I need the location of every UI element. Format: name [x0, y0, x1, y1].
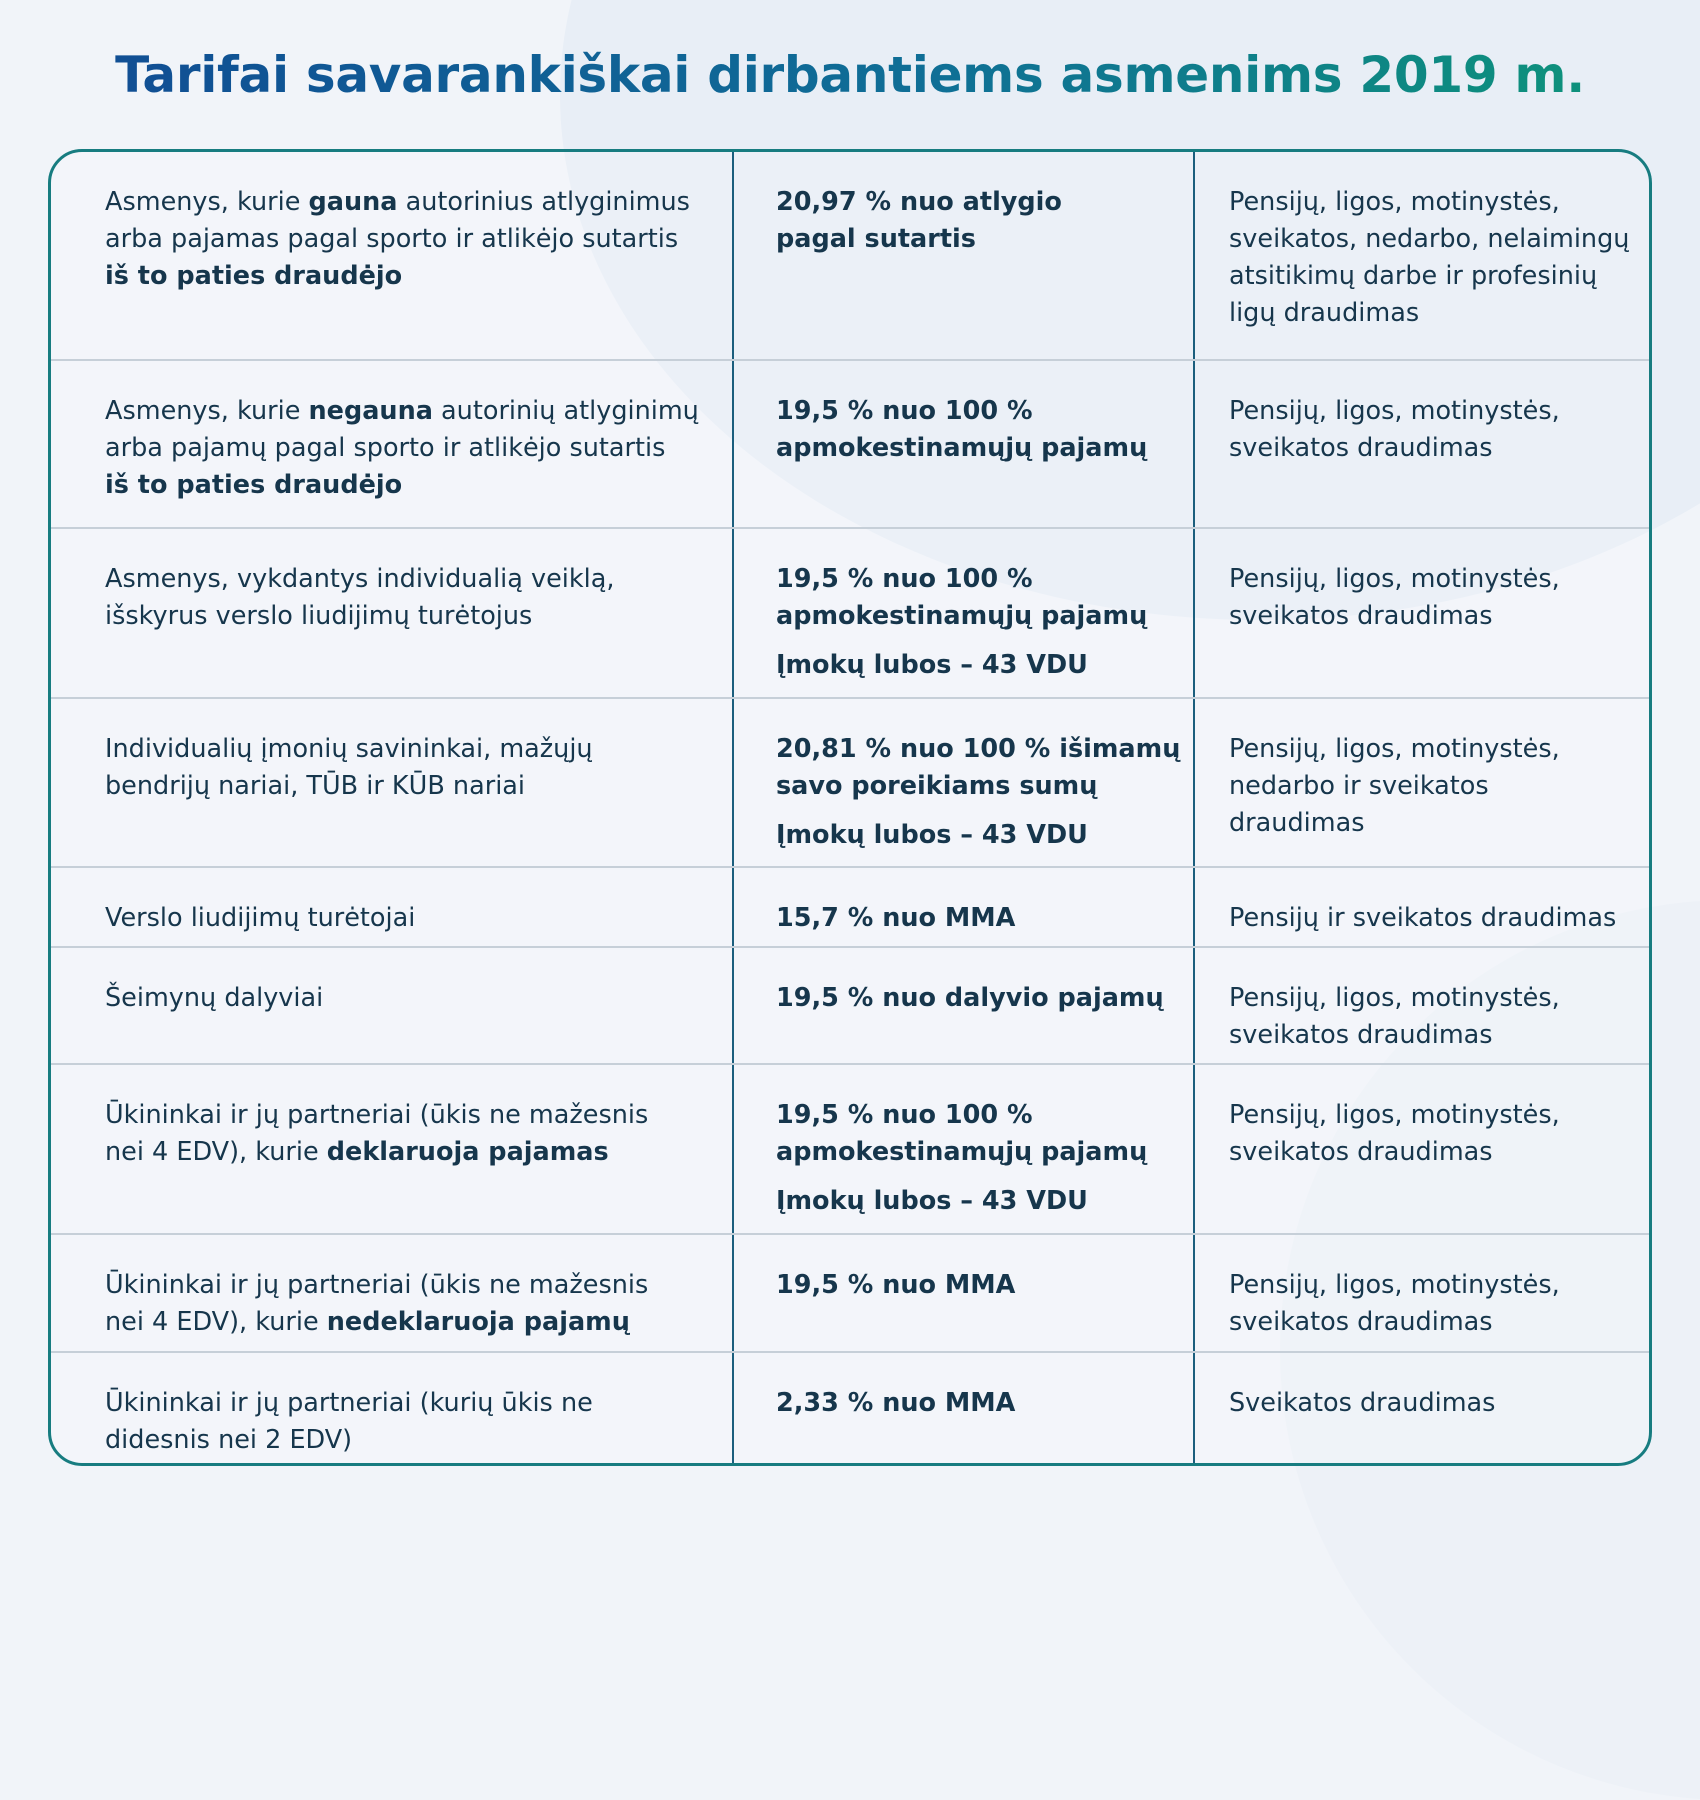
table-row — [51, 152, 1649, 361]
rate-cell — [776, 393, 1226, 467]
category-text: bendrijų nariai, TŪB ir KŪB nariai — [105, 771, 525, 801]
category-line — [105, 430, 735, 467]
contribution-ceiling: Įmokų lubos – 43 VDU — [776, 650, 1088, 680]
rate-line: 20,81 % nuo 100 % išimamų — [776, 734, 1181, 764]
category-line — [105, 1097, 735, 1134]
insurance-line: Sveikatos draudimas — [1229, 1388, 1496, 1418]
category-line — [105, 731, 735, 768]
insurance-line: Pensijų, ligos, motinystės, — [1229, 734, 1560, 764]
insurance-line: Pensijų, ligos, motinystės, — [1229, 396, 1560, 426]
category-line — [105, 1385, 735, 1422]
category-text: Ūkininkai ir jų partneriai (kurių ūkis ne — [105, 1388, 593, 1418]
insurance-line: sveikatos draudimas — [1229, 1020, 1493, 1050]
contribution-ceiling: Įmokų lubos – 43 VDU — [776, 820, 1088, 850]
category-line — [105, 900, 735, 937]
insurance-line: sveikatos draudimas — [1229, 433, 1493, 463]
rate-cell — [776, 1267, 1226, 1304]
insurance-line: sveikatos, nedarbo, nelaimingų — [1229, 224, 1630, 254]
category-line — [105, 1304, 735, 1341]
category-text: Individualių įmonių savininkai, mažųjų — [105, 734, 593, 764]
insurance-line: sveikatos draudimas — [1229, 1307, 1493, 1337]
category-line — [105, 980, 735, 1017]
category-emphasis: gauna — [308, 187, 398, 217]
insurance-line: nedarbo ir sveikatos — [1229, 771, 1489, 801]
insurance-cell — [1229, 1385, 1649, 1422]
insurance-line: sveikatos draudimas — [1229, 1137, 1493, 1167]
category-cell — [105, 1097, 735, 1171]
rate-cell — [776, 1097, 1226, 1220]
insurance-line: Pensijų, ligos, motinystės, — [1229, 564, 1560, 594]
category-cell — [105, 900, 735, 937]
rate-line: 2,33 % nuo MMA — [776, 1388, 1016, 1418]
rate-cell — [776, 1385, 1226, 1422]
insurance-cell — [1229, 184, 1649, 332]
rate-line: apmokestinamųjų pajamų — [776, 1137, 1148, 1167]
table-row — [51, 868, 1649, 948]
rate-line: 19,5 % nuo 100 % — [776, 1100, 1033, 1130]
category-text: Asmenys, kurie — [105, 187, 309, 217]
category-line — [105, 393, 735, 430]
category-emphasis: iš to paties draudėjo — [105, 470, 403, 500]
category-line — [105, 184, 735, 221]
category-line — [105, 1267, 735, 1304]
insurance-line: Pensijų, ligos, motinystės, — [1229, 1100, 1560, 1130]
rate-line: 19,5 % nuo 100 % — [776, 564, 1033, 594]
category-line — [105, 768, 735, 805]
category-text: Asmenys, vykdantys individualią veiklą, — [105, 564, 615, 594]
insurance-cell — [1229, 1097, 1649, 1171]
insurance-line: Pensijų ir sveikatos draudimas — [1229, 903, 1617, 933]
category-cell — [105, 1385, 735, 1459]
rate-line: pagal sutartis — [776, 224, 976, 254]
category-line — [105, 258, 735, 295]
category-line — [105, 467, 735, 504]
table-row — [51, 948, 1649, 1065]
category-text: išskyrus verslo liudijimų turėtojus — [105, 601, 533, 631]
contribution-ceiling: Įmokų lubos – 43 VDU — [776, 1186, 1088, 1216]
insurance-line: Pensijų, ligos, motinystės, — [1229, 1270, 1560, 1300]
category-text: nei 4 EDV), kurie — [105, 1137, 327, 1167]
category-line — [105, 221, 735, 258]
category-cell — [105, 1267, 735, 1341]
rate-cell — [776, 980, 1226, 1017]
rate-line: 20,97 % nuo atlygio — [776, 187, 1062, 217]
category-text: nei 4 EDV), kurie — [105, 1307, 327, 1337]
table-row — [51, 699, 1649, 868]
insurance-cell — [1229, 900, 1649, 937]
category-line — [105, 1134, 735, 1171]
insurance-line: Pensijų, ligos, motinystės, — [1229, 983, 1560, 1013]
table-row — [51, 1065, 1649, 1235]
rate-line: 15,7 % nuo MMA — [776, 903, 1016, 933]
insurance-line: sveikatos draudimas — [1229, 601, 1493, 631]
insurance-line: atsitikimų darbe ir profesinių — [1229, 261, 1598, 291]
category-cell — [105, 731, 735, 805]
rate-line: 19,5 % nuo dalyvio pajamų — [776, 983, 1164, 1013]
category-line — [105, 598, 735, 635]
category-emphasis: nedeklaruoja pajamų — [326, 1307, 630, 1337]
table-row — [51, 361, 1649, 529]
insurance-cell — [1229, 980, 1649, 1054]
rate-line: apmokestinamųjų pajamų — [776, 433, 1148, 463]
category-text: Šeimynų dalyviai — [105, 983, 324, 1013]
insurance-line: draudimas — [1229, 808, 1365, 838]
insurance-cell — [1229, 393, 1649, 467]
rate-cell — [776, 731, 1226, 854]
category-emphasis: negauna — [308, 396, 433, 426]
category-cell — [105, 561, 735, 635]
rate-line: 19,5 % nuo 100 % — [776, 396, 1033, 426]
category-emphasis: iš to paties draudėjo — [105, 261, 403, 291]
insurance-line: ligų draudimas — [1229, 298, 1420, 328]
table-row — [51, 529, 1649, 699]
category-text: Ūkininkai ir jų partneriai (ūkis ne mažesnis — [105, 1270, 649, 1300]
insurance-line: Pensijų, ligos, motinystės, — [1229, 187, 1560, 217]
category-line — [105, 1422, 735, 1459]
rate-line: savo poreikiams sumų — [776, 771, 1098, 801]
rate-line: 19,5 % nuo MMA — [776, 1270, 1016, 1300]
category-text: didesnis nei 2 EDV) — [105, 1425, 353, 1455]
category-emphasis: deklaruoja pajamas — [326, 1137, 609, 1167]
category-text: autorinius atlyginimus — [397, 187, 690, 217]
category-cell — [105, 393, 735, 504]
category-text: arba pajamas pagal sporto ir atlikėjo sutartis — [105, 224, 679, 254]
category-text: Asmenys, kurie — [105, 396, 309, 426]
insurance-cell — [1229, 1267, 1649, 1341]
insurance-cell — [1229, 731, 1649, 842]
category-text: Verslo liudijimų turėtojai — [105, 903, 416, 933]
category-cell — [105, 980, 735, 1017]
tariff-table — [48, 149, 1652, 1466]
rate-cell — [776, 900, 1226, 937]
category-line — [105, 561, 735, 598]
rate-cell — [776, 184, 1226, 258]
category-text: autorinių atlyginimų — [432, 396, 699, 426]
category-text: arba pajamų pagal sporto ir atlikėjo sutartis — [105, 433, 666, 463]
table-row — [51, 1235, 1649, 1353]
table-row — [51, 1353, 1649, 1466]
rate-line: apmokestinamųjų pajamų — [776, 601, 1148, 631]
rate-cell — [776, 561, 1226, 684]
category-cell — [105, 184, 735, 295]
insurance-cell — [1229, 561, 1649, 635]
page-title: Tarifai savarankiškai dirbantiems asmenims 2019 m. — [0, 46, 1700, 104]
category-text: Ūkininkai ir jų partneriai (ūkis ne mažesnis — [105, 1100, 649, 1130]
